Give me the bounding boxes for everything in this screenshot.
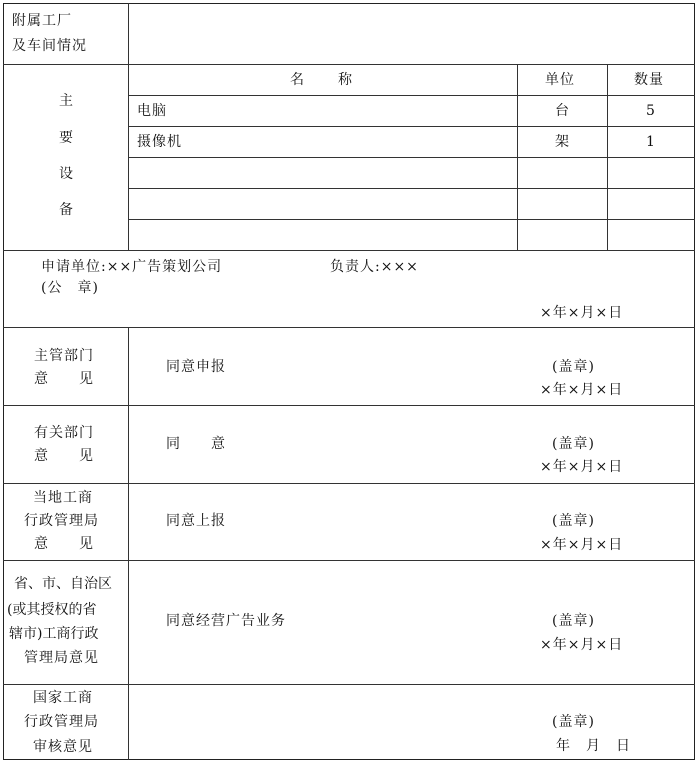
header-quantity: 数量 xyxy=(634,72,664,88)
approval-label: 主管部门 xyxy=(34,348,94,364)
equipment-name: 摄像机 xyxy=(137,134,182,150)
approval-label: 省、市、自治区 xyxy=(14,576,112,592)
row-divider xyxy=(128,95,695,96)
column-divider xyxy=(128,3,129,250)
affiliated-label: 附属工厂 xyxy=(12,13,72,29)
approval-label: (或其授权的省 xyxy=(7,602,97,618)
approval-seal: (盖章) xyxy=(552,359,595,375)
applicant-unit: 申请单位:××广告策划公司 xyxy=(41,259,223,275)
row-divider xyxy=(128,157,695,158)
equipment-unit: 台 xyxy=(555,103,569,119)
equipment-quantity: 5 xyxy=(646,103,655,119)
row-divider xyxy=(3,560,695,561)
equipment-label: 备 xyxy=(59,202,73,218)
equipment-label: 设 xyxy=(59,166,73,182)
approval-label: 当地工商 xyxy=(33,490,93,506)
equipment-unit: 架 xyxy=(555,134,569,150)
column-divider xyxy=(128,327,129,760)
applicant-date: ×年×月×日 xyxy=(540,305,624,321)
approval-seal: (盖章) xyxy=(552,613,595,629)
header-unit: 单位 xyxy=(545,72,575,88)
approval-label: 审核意见 xyxy=(33,739,93,755)
approval-label: 管理局意见 xyxy=(24,650,99,666)
row-divider xyxy=(3,405,695,406)
row-divider xyxy=(3,64,695,65)
row-divider xyxy=(3,250,695,251)
equipment-label: 主 xyxy=(59,93,73,109)
approval-opinion: 同意上报 xyxy=(166,513,226,529)
approval-label: 意 见 xyxy=(34,448,94,464)
approval-date: ×年×月×日 xyxy=(540,637,624,653)
column-divider xyxy=(517,64,518,250)
approval-label: 意 见 xyxy=(34,536,94,552)
column-divider xyxy=(607,64,608,250)
row-divider xyxy=(128,188,695,189)
approval-label: 行政管理局 xyxy=(24,714,99,730)
approval-opinion: 同意申报 xyxy=(166,359,226,375)
approval-opinion: 同 意 xyxy=(166,436,226,452)
approval-label: 国家工商 xyxy=(33,690,93,706)
affiliated-label: 及车间情况 xyxy=(12,38,87,54)
applicant-person: 负责人:××× xyxy=(330,259,419,275)
equipment-name: 电脑 xyxy=(137,103,167,119)
approval-seal: (盖章) xyxy=(552,513,595,529)
row-divider xyxy=(128,126,695,127)
approval-label: 辖市)工商行政 xyxy=(9,626,99,642)
approval-label: 行政管理局 xyxy=(24,513,99,529)
row-divider xyxy=(3,483,695,484)
approval-date: ×年×月×日 xyxy=(540,459,624,475)
approval-date: ×年×月×日 xyxy=(540,382,624,398)
applicant-seal: (公 章) xyxy=(41,280,99,296)
row-divider xyxy=(3,684,695,685)
approval-opinion: 同意经营广告业务 xyxy=(166,613,286,629)
row-divider xyxy=(3,327,695,328)
approval-date: 年 月 日 xyxy=(556,738,631,754)
equipment-label: 要 xyxy=(59,130,73,146)
approval-label: 意 见 xyxy=(34,371,94,387)
header-name: 名 称 xyxy=(290,72,354,88)
approval-seal: (盖章) xyxy=(552,714,595,730)
row-divider xyxy=(128,219,695,220)
approval-seal: (盖章) xyxy=(552,436,595,452)
equipment-quantity: 1 xyxy=(646,134,655,150)
approval-date: ×年×月×日 xyxy=(540,537,624,553)
approval-label: 有关部门 xyxy=(34,425,94,441)
